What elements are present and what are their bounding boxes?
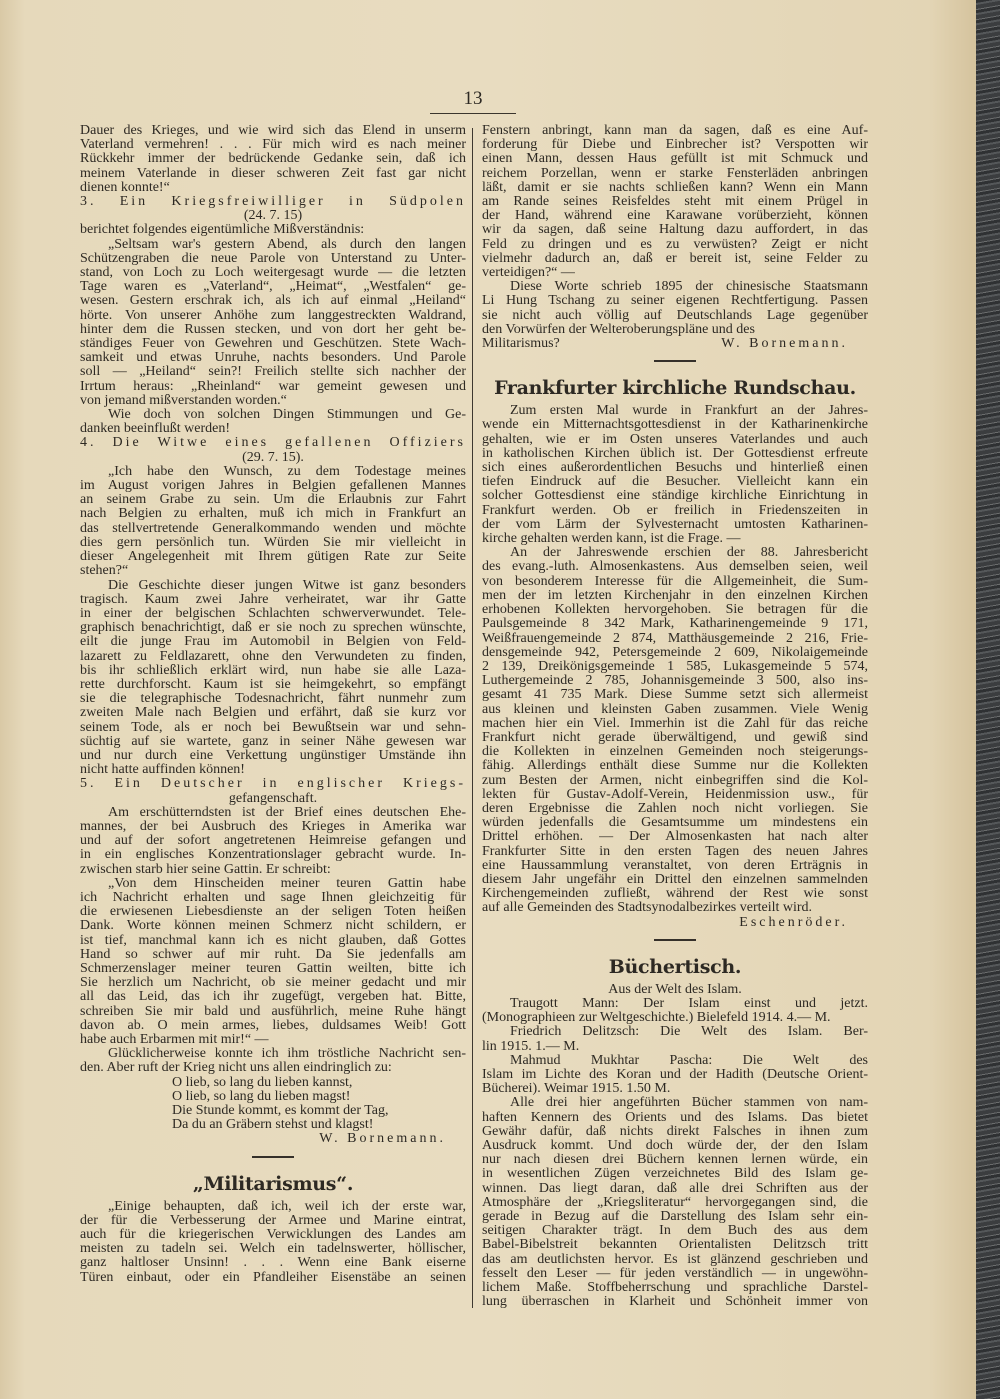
text-line: nach Belgien zu erhalten, muß ich mich in Frankfurt an [80,507,466,522]
text-line: im August vorigen Jahres in Belgien gefallenen Mannes [80,479,466,494]
text-line: der Hand, während eine Karawane vorüberzieht, können [482,209,868,224]
text-line: Dauer des Krieges, und wie wird sich das Elend in unserm [80,124,466,138]
text-line: Feld zu dringen und es zu verwüsten? Zeigt er nicht [482,237,868,252]
left-column [80,124,466,1285]
text-line: zum Besten der Armen, nicht einbegriffen sind die Kol- [482,773,868,788]
section-divider [654,939,696,941]
text-line: solcher Gottesdienst eine ständige kirchliche Einrichtung in [482,489,868,504]
text-line: gehalten, wie er im Osten unseres Vaterlandes und auch [482,432,868,447]
text-line: Zum ersten Mal wurde in Frankfurt an der Jahres- [510,404,868,419]
text-line: gefangenschaft. [228,791,318,806]
text-line: tragisch. Kaum zwei Jahre verheiratet, war ihr Gatte [80,592,466,607]
text-line: nicht hatte auffinden können! [80,763,245,778]
paragraph [482,1025,868,1053]
text-line: sich eines außerordentlichen Besuchs und hinterließ einen [482,461,868,476]
text-line: sie nicht auch völlig auf Deutschlands Lage gegenüber [482,308,868,323]
text-line: das am deutlichsten hervor. Es ist glänzend geschrieben und [482,1252,868,1267]
text-line: wesen. Gestern erschrak ich, als ich auf einmal „Heiland“ [80,294,466,309]
text-line: Babel-Bibelstreit bekannten Orientalisten Delitzsch tritt [482,1238,868,1253]
text-line: lin 1915. 1.— M. [482,1039,580,1054]
text-line: Islam im Lichte des Koran und der Hadith (Deutsche Orient- [482,1067,868,1082]
paragraph [80,877,466,1047]
text-line: meinem Vaterlande in dieser schweren Zeit fast gar nicht [80,166,466,181]
paragraph [482,280,868,337]
text-line: Li Hung Tschang zu seiner eigenen Rechtfertigung. Passen [482,294,868,309]
text-line: Hand so schwer auf mir ruht. Da Sie jedenfalls am [80,947,466,962]
numbered-subheading [80,195,466,223]
text-line: fähig. Allerdings enthält diese Summe nur die Kollekten [482,759,868,774]
text-line: 5. Ein Deutscher in englischer Kriegs- [80,777,466,792]
text-line: erhobenen Kollekten hervorgehoben. Sie betragen für die [482,603,868,618]
paragraph [80,465,466,579]
text-line: zwischen starb hier seine Gattin. Er schreibt: [80,862,331,877]
text-line: fesselt den Leser — für jeden verständlich — in ungewöhn- [482,1266,868,1281]
text-line: O lieb, so lang du lieben magst! [172,1089,351,1104]
paragraph [80,238,466,408]
text-line: am Rande seines Reisfeldes steht mit einem Prügel in [482,195,868,210]
text-line: Ausdruck kommt. Und doch würde der, der den Islam [482,1139,868,1153]
text-line: „Von dem Hinscheiden meiner teuren Gattin habe [108,876,466,891]
paragraph [482,546,868,915]
text-line: gesamt 41 735 Mark. Diese Summe setzt sich allermeist [482,688,868,703]
text-line: 2 139, Dreikönigsgemeinde 1 585, Lukasgemeinde 5 574, [482,659,868,674]
text-line: in katholischen Kirchen üblich ist. Der Gottesdienst erfreute [482,446,868,461]
paragraph [80,223,466,237]
text-line: Am erschütterndsten ist der Brief eines deutschen Ehe- [108,805,466,820]
paragraph [482,124,868,280]
text-line: men der im letzten Kirchenjahr in den einzelnen Kirchen [482,588,868,603]
text-line: (29. 7. 15). [242,450,304,465]
column-divider [472,128,473,1308]
page-number: 13 [463,88,483,109]
paragraph [482,997,868,1025]
text-line: meisten zu tadeln sei. Welch ein tadelnswerter, höllischer, [80,1242,466,1257]
paragraph [482,404,868,546]
text-line: vielmehr dadurch an, daß er bereit ist, seine Felder zu [482,251,868,266]
text-line: all das Leid, das ich ihr zugefügt, vergeben hat. Bitte, [80,990,466,1005]
text-line: hinter dem die Russen stecken, und von dort her geht be- [80,322,466,337]
text-line: das stellvertretende Generalkommando wenden und möchte [80,521,466,536]
text-line: davon ab. O mein armes, liebes, duldsames Weib! Gott [80,1018,466,1033]
text-line: ich Nachricht erhalten und sage Ihnen gleichzeitig für [80,890,466,905]
paragraph [80,408,466,436]
text-line: winnen. Das liegt daran, daß alle drei Schriften aus der [482,1181,868,1196]
text-line: berichtet folgendes eigentümliche Mißverständnis: [80,223,365,238]
text-line: Friedrich Delitzsch: Die Welt des Islam. Ber- [510,1025,868,1040]
section-title: Frankfurter kirchliche Rundschau. [494,377,856,400]
text-line: die Kollekten in einzelnen Gemeinden noch steigerungs- [482,745,868,760]
text-line: wende ein Mitternachtsgottesdienst in der Katharinenkirche [482,418,868,433]
text-line: bis ihr schließlich erklärt wird, nun habe sie alle Laza- [80,663,466,678]
text-line: von besonderem Interesse für die Allgemeinheit, die Sum- [482,574,868,589]
text-line: Paulsgemeinde 8 342 Mark, Katharinengemeinde 9 171, [482,617,868,632]
section-divider [654,360,696,362]
text-line: forderung für Diebe und Einbrecher ist? Verspotten wir [482,138,868,153]
text-line: die erwiesenen Liebesdienste an der seligen Toten heißen [80,905,466,920]
text-line: deren Ergebnisse die Zahlen noch nicht vorliegen. Sie [482,801,868,816]
text-line: wir da sagen, daß seine Haltung dazu auffordert, in das [482,223,868,238]
text-line: ständiges Feuer von Gewehren und Geschützen. Stete Wach- [80,337,466,352]
text-line: Dank. Worte können meinen Schmerz nicht schildern, er [80,919,466,934]
text-line: Irrtum heraus: „Rheinland“ war gemeint gewesen und [80,379,466,394]
text-line: süchtig auf sie wartete, ganz in seiner Nähe gewesen war [80,734,466,749]
text-line: mannes, der bei Ausbruch des Krieges in Amerika war [80,819,466,834]
text-line: Militarismus? [482,336,560,352]
text-line: Glücklicherweise konnte ich ihm tröstliche Nachricht sen- [108,1047,466,1062]
text-line: dienen konnte!“ [80,180,170,195]
text-line: Türen einbaut, oder ein Pfandleiher Eisenstäbe an seinen [80,1270,466,1285]
text-line: zweiten Male nach Belgien und erfährt, daß sie kurz vor [80,706,466,721]
text-line: Tage waren es „Vaterland“, „Heimat“, „Westfalen“ ge- [80,280,466,295]
text-line: Die Geschichte dieser jungen Witwe ist ganz besonders [108,578,466,593]
text-line: stand, von Loch zu Loch weitergesagt wurde — die letzten [80,266,466,281]
text-line: Da du an Gräbern stehst und klagst! [172,1118,374,1133]
paragraph [80,579,466,778]
paragraph [80,124,466,195]
text-line: tiefen Eindruck auf die Besucher. Vielleicht kann ein [482,475,868,490]
page-number-rule [430,113,516,114]
book-binding-edge [976,0,1000,1399]
text-line: nur nach diesen drei Büchern kennen lernen würde, ein [482,1153,868,1168]
text-line: Aus der Welt des Islam. [608,982,742,997]
text-line: an seinem Grabe zu sein. Um die Erlaubnis zur Fahrt [80,493,466,508]
text-line: Eschenröder. [739,915,848,930]
text-line: Kirchengemeinden zufließt, während der Rest wie sonst [482,887,868,902]
text-line: lung überraschen in Klarheit und Schönheit immer von [482,1295,868,1310]
text-line: eilt die junge Frau im Automobil in Belgien von Feld- [80,635,466,650]
text-line: lekten für Gustav-Adolf-Verein, Heidenmission usw., für [482,787,868,802]
text-line: ganz haltloser Unsinn! . . . Wenn eine Bank eiserne [80,1256,466,1271]
paragraph [80,1200,466,1285]
text-line: Drittel erhöhen. — Der Almosenkasten hat nach alter [482,830,868,845]
numbered-subheading [80,436,466,464]
text-line: An der Jahreswende erschien der 88. Jahresbericht [510,546,868,561]
text-line: gerade in Bezug auf die Darstellung des Islam sehr ein- [482,1210,868,1225]
text-line: den. Aber ruft der Krieg nicht uns allen eindringlich zu: [80,1061,392,1076]
author-signature [482,916,868,930]
text-line: einen Mann, dessen Haus gefüllt ist mit Schmuck und [482,152,868,167]
text-line: würden jedenfalls die Gesamtsumme um mindestens ein [482,816,868,831]
paragraph [80,1047,466,1075]
text-line: rette durchforscht. Kaum ist sie heimgekehrt, so empfängt [80,677,466,692]
text-line: Rückkehr immer der bedrückende Gedanke sein, daß ich [80,152,466,167]
text-line: Sie herzlich um Nachricht, ob sie meiner gedacht und mir [80,976,466,991]
paragraph [482,1054,868,1097]
text-line: eine Haussammlung veranstaltet, von deren Erträgnis in [482,858,868,873]
text-line: Frankfurt werden. Ob er freilich in Friedenszeiten in [482,503,868,518]
text-line: den Vorwürfen der Welteroberungspläne und des [482,322,755,337]
text-line: und auf der sofort angetretenen Heimreise gefangen und [80,834,466,849]
text-line: läßt, damit er sie nachts schließen kann? Wenn ein Mann [482,180,868,195]
numbered-subheading [80,777,466,805]
text-line: haften Kennern des Orients und des Islams. Das bietet [482,1110,868,1125]
text-line: schreiben Sie mir bald und ausführlich, meine Ruhe hängt [80,1004,466,1019]
paragraph [482,1096,868,1309]
text-line: Bücherei). Weimar 1915. 1.50 M. [482,1082,671,1097]
section-title: „Militarismus“. [192,1172,354,1195]
text-line: Diese Worte schrieb 1895 der chinesische Staatsmann [510,280,868,295]
text-line: habe auch Erbarmen mit mir!“ — [80,1033,269,1047]
text-line: Die Stunde kommt, es kommt der Tag, [172,1104,389,1119]
text-line: „Einige behaupten, daß ich, weil ich der erste war, [108,1199,466,1214]
text-line: Weißfrauengemeinde 2 874, Matthäusgemeinde 2 216, Frie- [482,631,868,646]
text-line: in einer der belgischen Schlachten schwerverwundet. Tele- [80,606,466,621]
text-line: „Seltsam war's gestern Abend, als durch den langen [108,237,466,252]
text-line: Luthergemeinde 2 785, Johannisgemeinde 3 500, also ins- [482,674,868,689]
paragraph [80,806,466,877]
text-line: diesem Jahr ungefähr ein Drittel den einzelnen sammelnden [482,872,868,887]
text-line: ist tief, manchmal kann ich es nicht glauben, daß Gottes [80,933,466,948]
text-line: Schmerzenslager meiner teuren Gattin weilten, bitte ich [80,961,466,976]
text-line: Wie doch von solchen Dingen Stimmungen und Ge- [108,408,466,423]
text-line: lichem Maße. Stoffbeherrschung und sprachliche Darstel- [482,1281,868,1296]
text-line: seinem Tode, als er noch bei Bewußtsein war und sehn- [80,720,466,735]
text-line: auch für die kriegerischen Verwicklungen des Landes am [80,1228,466,1243]
right-column [482,124,868,1309]
text-line: (24. 7. 15) [243,209,303,224]
text-line: von jemand mißverstanden worden.“ [80,393,287,408]
subheading [482,983,868,997]
text-line: Traugott Mann: Der Islam einst und jetzt. [510,996,868,1011]
text-line: aus kleinen und kleinsten Gaben zusammen. Viele Wenig [482,702,868,717]
author-signature: W. Bornemann. [721,336,848,352]
text-line: reichem Porzellan, wenn er starke Fensterläden anbringen [482,166,868,181]
text-line: sie die telegraphische Todesnachricht, fährt nunmehr zum [80,692,466,707]
text-line: densgemeinde 942, Petersgemeinde 2 609, Nikolaigemeinde [482,645,868,660]
text-line: Fenstern anbringt, kann man da sagen, daß es eine Auf- [482,124,868,138]
section-title: Büchertisch. [608,955,742,978]
text-line: und nur durch eine Verkettung ungünstiger Umstände ihn [80,748,466,763]
section-divider [252,1156,294,1158]
text-line: „Ich habe den Wunsch, zu dem Todestage meines [108,464,466,479]
text-line: soll — „Heiland“ sein?! Freilich stellte sich nachher der [80,365,466,380]
text-line: 4. Die Witwe eines gefallenen Offiziers [80,436,466,451]
text-line: 3. Ein Kriegsfreiwilliger in Südpolen [80,195,466,210]
text-line: Frankfurt nicht gerade überwältigend, und gewiß sind [482,730,868,745]
text-line: W. Bornemann. [319,1132,446,1147]
text-line: hörte. Von unserer Anhöhe zum langgestreckten Waldrand, [80,308,466,323]
text-line: Frankfurter Sitte in den ersten Tagen des neuen Jahres [482,844,868,859]
text-line: O lieb, so lang du lieben kannst, [172,1075,353,1090]
poem-verse [80,1076,466,1133]
author-signature [80,1132,466,1146]
text-line: (Monographieen zur Weltgeschichte.) Bielefeld 1914. 4.— M. [482,1011,831,1026]
text-line: dieser Angelegenheit mit Ihrem gütigen Rate zur Seite [80,550,466,565]
text-line: Gewähr dafür, daß nichts direkt Falsches in ihnen zum [482,1124,868,1139]
text-line: der für die Verbesserung der Armee und Marine eintrat, [80,1213,466,1228]
text-line: seitigen Charakter trägt. In dem Buch des aus dem [482,1224,868,1239]
text-line: auf alle Gemeinden des Stadtsynodalbezirkes verteilt wird. [482,901,813,916]
text-line: danken beeinflußt werden! [80,422,231,437]
text-line: lazarett zu Feldlazarett, ohne den Verwundeten zu finden, [80,649,466,664]
text-line: machen hier ein Viel. Immerhin ist die Zahl für das reiche [482,716,868,731]
text-line: der vom Lärm der Sylvesternacht umtosten Katharinen- [482,517,868,532]
text-line: Atmosphäre der „Kriegsliteratur“ hervorgegangen sind, die [482,1195,868,1210]
text-line: Schützengraben die neue Parole von Unterstand zu Unter- [80,251,466,266]
text-line: stehen?“ [80,564,129,579]
text-line: in wesentlichen Zügen verzeichnetes Bild des Islam ge- [482,1167,868,1182]
text-line: des evang.-luth. Almosenkastens. Aus demselben seien, weil [482,560,868,575]
text-line: Mahmud Mukhtar Pascha: Die Welt des [510,1053,868,1068]
text-line: Alle drei hier angeführten Bücher stammen von nam- [510,1096,868,1111]
text-line: kirche gehalten werden kann, ist die Frage. — [482,532,741,547]
text-line: dies gern persönlich tun. Würden Sie mir vielleicht in [80,535,466,550]
text-line: graphisch benachrichtigt, daß er sie noch zu sprechen wünschte, [80,621,466,636]
text-line: in ein englisches Konzentrationslager gebracht wurde. In- [80,848,466,863]
text-line: samkeit und etwas Unruhe, nachts besonders. Und Parole [80,351,466,366]
paragraph-end-with-signature [482,337,868,351]
text-line: Vaterland vermehren! . . . Für mich wird es nach meiner [80,138,466,153]
text-line: verteidigen?“ — [482,266,575,281]
